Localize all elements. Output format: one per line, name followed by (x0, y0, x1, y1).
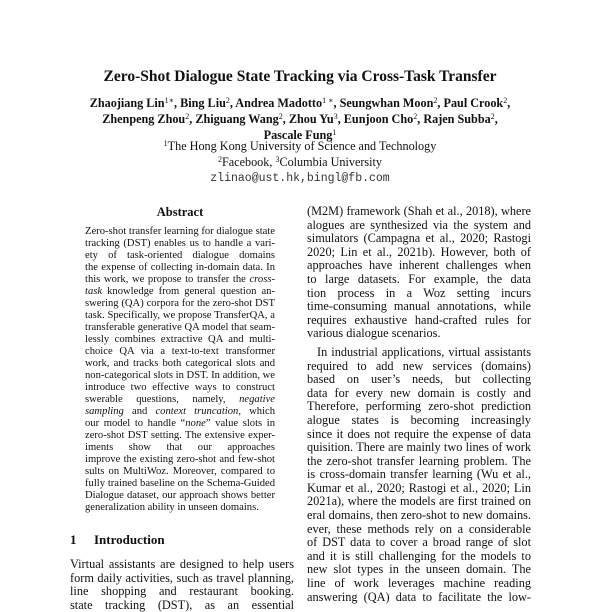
text-line (85, 310, 275, 322)
text-span: transferable generative QA model that seam- (85, 322, 275, 334)
author-name: Rajen Subba (423, 112, 491, 126)
text-line (307, 455, 531, 469)
text-line (70, 585, 294, 599)
text-line (85, 502, 275, 514)
text-line (307, 259, 531, 273)
text-span: eral domains, then zero-shot to new domains. (307, 509, 531, 523)
text-span: iments show that our approaches (85, 442, 275, 454)
text-line (307, 536, 531, 550)
text-span: state tracking (DST), as an essential (70, 598, 294, 612)
text-line (85, 286, 275, 298)
author-affiliation-marker: 3 (333, 112, 338, 121)
text-span: swering (QA) corpora for the zero-shot DST (85, 298, 275, 310)
affiliation-1 (0, 139, 600, 154)
author-affiliation-marker: 2 (490, 112, 495, 121)
text-span: introduce two effective ways to construct (85, 382, 275, 394)
text-line (85, 454, 275, 466)
text-line (85, 238, 275, 250)
italic-term: cross- (249, 274, 275, 286)
text-line (307, 509, 531, 523)
text-span: line shopping and restaurant booking. (70, 585, 294, 599)
text-span: the zero-shot transfer learning problem. The (307, 454, 531, 468)
text-span: generalization ability in unseen domains. (85, 502, 259, 514)
text-span: alogue states is becoming increasingly (307, 413, 531, 427)
italic-term: none (185, 418, 206, 430)
text-line (307, 273, 531, 287)
text-span: In industrial applications, virtual assistants (317, 345, 531, 359)
section-title: Introduction (94, 532, 165, 547)
text-span: of DST data to cover a broad range of slot (307, 536, 531, 550)
author-affiliation-marker: 2 (278, 112, 283, 121)
author-name: Zhou Yu (288, 112, 334, 126)
text-span: answering (QA) data to facilitate the low- (307, 590, 531, 604)
italic-term: negative (239, 394, 275, 406)
author-name: Andrea Madotto (235, 96, 323, 110)
text-span: form daily activities, such as travel planning, (70, 571, 294, 585)
text-span: Zero-shot transfer learning for dialogue state (85, 226, 275, 237)
author-name: Zhaojiang Lin (89, 96, 165, 110)
author-affiliation-marker: 2 (413, 112, 418, 121)
italic-term: task (85, 286, 103, 298)
author-affiliation-marker: 2 (225, 96, 230, 105)
text-span: swerable questions, namely, (85, 394, 240, 406)
right-column-body (307, 205, 531, 604)
text-line (307, 482, 531, 496)
text-line (307, 591, 531, 605)
author-email: zlinao@ust.hk,bingl@fb.com (210, 172, 390, 185)
author-name: Paul Crook (443, 96, 504, 110)
text-span: line of work leverages machine reading (307, 577, 531, 591)
text-line (307, 563, 531, 577)
text-line (85, 334, 275, 346)
text-line (85, 250, 275, 262)
text-line (85, 490, 275, 502)
text-span: knowledge from general question an- (102, 286, 275, 298)
affiliation-text: The Hong Kong University of Science and Technology (167, 139, 437, 153)
text-span: based on user’s needs, but collecting (307, 373, 531, 387)
text-span: zero-shot DST setting. The extensive exper- (85, 430, 275, 442)
text-line (307, 468, 531, 482)
text-line (85, 406, 275, 418)
italic-term: context truncation (155, 406, 239, 418)
text-line (307, 327, 531, 341)
text-line (70, 558, 294, 572)
introduction-heading (70, 532, 165, 548)
text-line (307, 205, 531, 219)
text-span: Dialogue dataset, our approach shows better (85, 490, 275, 502)
text-span: and it is still challenging for the models to (307, 549, 531, 563)
text-line (307, 387, 531, 401)
text-line (85, 322, 275, 334)
abstract-heading: Abstract (156, 205, 204, 219)
author-name: Eunjoon Cho (343, 112, 414, 126)
text-span: data for every new domain is costly and (307, 386, 531, 400)
text-line (307, 300, 531, 314)
text-span: quisition. There are mainly two lines of work (307, 441, 531, 455)
affiliation-text: Columbia University (279, 155, 383, 169)
text-span: lessly combines extractive QA and multi- (85, 334, 275, 346)
text-line (307, 414, 531, 428)
text-line (85, 466, 275, 478)
text-line (85, 430, 275, 442)
text-line (85, 418, 275, 430)
text-line (85, 262, 275, 274)
affiliation-text: Facebook, (221, 155, 276, 169)
text-line (307, 360, 531, 374)
text-line (307, 550, 531, 564)
text-line (307, 232, 531, 246)
text-span: required to add new services (domains) (307, 359, 531, 373)
text-span: choice QA via a text-to-text transformer (85, 346, 275, 358)
affiliation-2 (0, 155, 600, 170)
affiliation-marker: 2 (217, 155, 222, 164)
text-line (307, 346, 531, 360)
text-line (307, 400, 531, 414)
paper-title: Zero-Shot Dialogue State Tracking via Cross-Task Transfer (103, 68, 497, 85)
text-line (307, 246, 531, 260)
text-span: time-consuming manual annotations, while (307, 300, 531, 314)
text-span: 2020; Lin et al., 2021b). However, both of (307, 245, 531, 259)
author-affiliation-marker: 1 (332, 128, 337, 137)
text-span: , which (238, 406, 275, 418)
text-span: tracking (DST) enables us to handle a vari- (85, 238, 275, 250)
text-line (307, 495, 531, 509)
text-span: requires exhaustive hand-crafted rules for (307, 313, 531, 327)
author-line: Zhaojiang Lin$^{1∗}$, Bing Liu$^2$, Andrea Madotto$^{1 ∗}$, Seungwhan Moon$^2$, Paul Crook$^2$, (89, 96, 511, 110)
text-span: Therefore, performing zero-shot prediction (307, 400, 531, 414)
text-line (85, 346, 275, 358)
text-span: approaches have inherent challenges when (307, 259, 531, 273)
author-name: Seungwhan Moon (339, 96, 434, 110)
author-name: Bing Liu (180, 96, 226, 110)
author-affiliation-marker: 1 ∗ (322, 96, 334, 105)
text-span: new slot types in the unseen domain. The (307, 563, 531, 577)
text-span: alogues are synthesized via the system and (307, 218, 531, 232)
text-line (307, 577, 531, 591)
text-span: is cross-domain transfer learning (Wu et al., (307, 468, 531, 482)
author-name: Zhenpeng Zhou (102, 112, 186, 126)
text-line (307, 373, 531, 387)
introduction-body (70, 558, 294, 612)
author-affiliation-marker: 2 (503, 96, 508, 105)
author-name: Pascale Fung (263, 128, 333, 142)
text-line (70, 572, 294, 586)
text-span: work, and tracks both categorical slots and (85, 358, 275, 370)
text-span: sults on MultiWoz. Moreover, compared to (85, 466, 275, 478)
text-line (307, 314, 531, 328)
text-span: simulators (Campagna et al., 2020; Rastogi (307, 232, 531, 246)
text-line (85, 274, 275, 286)
text-span: ” value slots in (205, 418, 275, 430)
text-span: this work, we propose to transfer the (85, 274, 250, 286)
text-line (85, 382, 275, 394)
text-span: 2021a), where the models are first trained on (307, 495, 531, 509)
text-span: (M2M) framework (Shah et al., 2018), where (307, 205, 531, 218)
author-affiliation-marker: 2 (433, 96, 438, 105)
text-line (307, 428, 531, 442)
text-line (307, 287, 531, 301)
text-line (85, 370, 275, 382)
text-span: Kumar et al., 2020; Rastogi et al., 2020; Lin (307, 481, 531, 495)
text-span: ety of task-oriented dialogue domains (85, 250, 275, 262)
text-line (85, 358, 275, 370)
author-affiliation-marker: 1∗ (164, 96, 175, 105)
affiliation-marker: 3 (275, 155, 280, 164)
section-number: 1 (70, 532, 77, 547)
author-line: Zhenpeng Zhou$^2$, Zhiguang Wang$^2$, Zhou Yu$^3$, Eunjoon Cho$^2$, Rajen Subba$^2$, (102, 112, 498, 126)
author-affiliation-marker: 2 (185, 112, 190, 121)
text-span: and (123, 406, 156, 418)
text-span: Virtual assistants are designed to help users (70, 558, 294, 571)
text-line (85, 394, 275, 406)
text-span: to large datasets. For example, the data (307, 272, 531, 286)
text-line (307, 441, 531, 455)
italic-term: sampling (85, 406, 124, 418)
author-name: Zhiguang Wang (195, 112, 279, 126)
text-line (85, 226, 275, 238)
affiliation-marker: 1 (163, 139, 168, 148)
text-span: our model to handle “ (85, 418, 186, 430)
text-span: since it does not require the expense of data (307, 427, 531, 441)
text-span: ever, these methods rely on a considerable (307, 522, 531, 536)
abstract-body (85, 226, 275, 514)
text-line (85, 442, 275, 454)
text-line (85, 478, 275, 490)
text-span: improve the existing zero-shot and few-shot (85, 454, 275, 466)
text-span: non-categorical slots in DST. In addition, we (85, 370, 275, 382)
text-line (70, 599, 294, 612)
text-line (307, 219, 531, 233)
text-span: tion process in a Woz setting incurs (307, 286, 531, 300)
text-line (85, 298, 275, 310)
text-span: various dialogue scenarios. (307, 327, 441, 341)
text-line (307, 523, 531, 537)
text-span: task. Specifically, we propose TransferQA, a (85, 310, 275, 322)
text-span: fully trained baseline on the Schema-Guided (85, 478, 275, 490)
text-span: the expense of collecting in-domain data. In (85, 262, 275, 274)
